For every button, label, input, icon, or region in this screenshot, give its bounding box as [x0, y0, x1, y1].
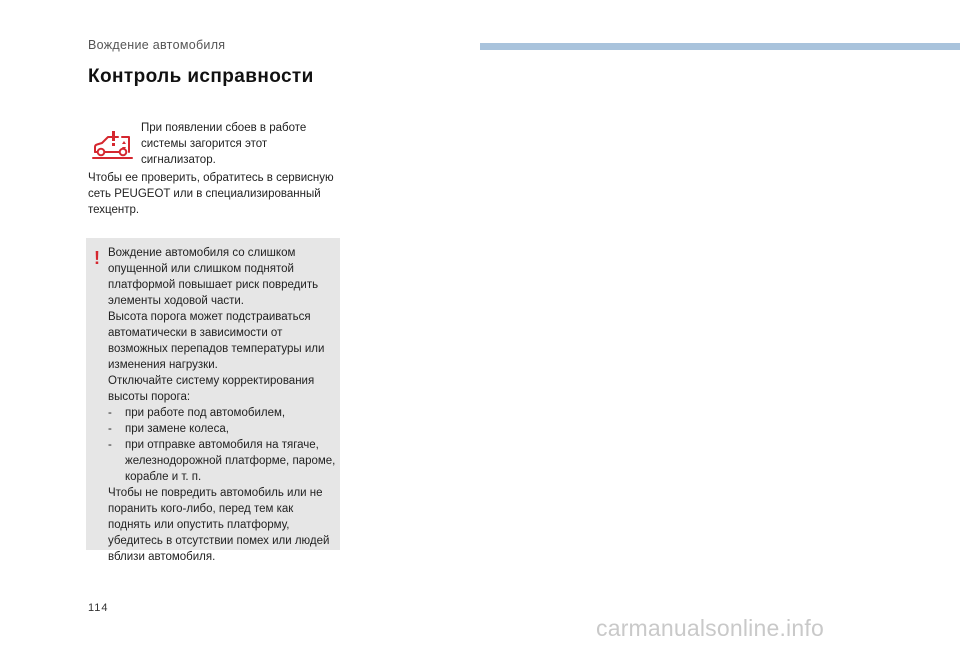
warning-paragraph: Вождение автомобиля со слишком опущенной или слишком поднятой платформой повышает риск повредить элементы ходовой части.	[108, 247, 319, 307]
warning-list	[108, 405, 338, 485]
warning-paragraph: Высота порога может подстраиваться автоматически в зависимости от возможных перепадов температуры или изменения нагрузки.	[108, 311, 325, 371]
section-title: Вождение автомобиля	[88, 38, 226, 52]
warning-paragraph: Чтобы не повредить автомобиль или не поранить кого-либо, перед тем как поднять или опустить платформу, убедитесь в отсутствии помех или людей вблизи автомобиля.	[108, 487, 330, 563]
header-bar	[480, 43, 960, 50]
watermark: carmanualsonline.info	[596, 615, 824, 641]
list-item: - при работе под автомобилем,	[108, 407, 286, 419]
page-title: Контроль исправности	[88, 66, 314, 87]
indicator-description: При появлении сбоев в работе системы загорится этот сигнализатор.	[141, 122, 307, 166]
vehicle-height-warning-icon	[92, 128, 134, 160]
service-advice: Чтобы ее проверить, обратитесь в сервисную сеть PEUGEOT или в специализированный техцентр.	[88, 172, 334, 216]
warning-exclamation-icon: !	[94, 248, 100, 268]
warning-paragraph: Отключайте систему корректирования высоты порога:	[108, 375, 315, 403]
page-number: 114	[88, 602, 109, 614]
list-item: - при отправке автомобиля на тягаче, железнодорожной платформе, пароме, корабле и т. п.	[108, 439, 336, 483]
warning-content	[108, 245, 338, 565]
list-item: - при замене колеса,	[108, 423, 229, 435]
warning-box	[86, 238, 340, 563]
